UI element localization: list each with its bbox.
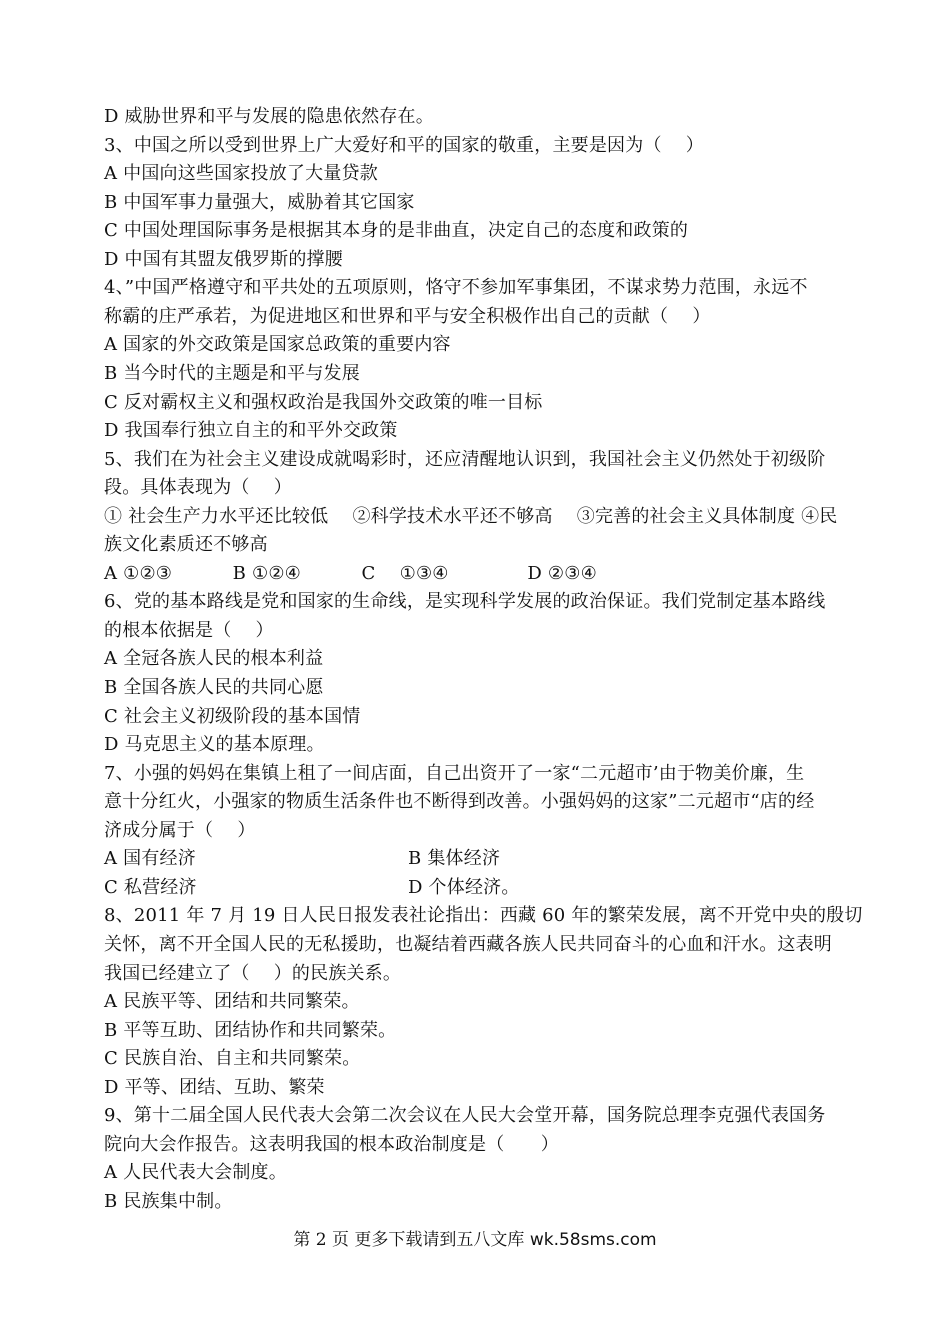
- option-right: B 集体经济: [408, 848, 501, 870]
- text-line: B 民族集中制。: [104, 1190, 233, 1212]
- text-line: D 我国奉行独立自主的和平外交政策: [104, 420, 398, 442]
- text-line: B 当今时代的主题是和平与发展: [104, 362, 360, 384]
- text-line: C 民族自治、自主和共同繁荣。: [104, 1048, 361, 1070]
- text-line: A 中国向这些国家投放了大量贷款: [104, 163, 378, 185]
- text-line: 3、中国之所以受到世界上广大爱好和平的国家的敬重，主要是因为（ ）: [104, 134, 704, 156]
- text-line: 的根本依据是（ ）: [104, 619, 274, 641]
- text-line: 称霸的庄严承若，为促进地区和世界和平与安全积极作出自己的贡献（ ）: [104, 305, 711, 327]
- text-line: 意十分红火，小强家的物质生活条件也不断得到改善。小强妈妈的这家”二元超市“店的经: [104, 791, 815, 813]
- text-line: 济成分属于（ ）: [104, 819, 256, 841]
- option-row: [104, 847, 501, 871]
- text-line: 9、第十二届全国人民代表大会第二次会议在人民大会堂开幕，国务院总理李克强代表国务: [104, 1105, 826, 1127]
- text-line: 院向大会作报告。这表明我国的根本政治制度是（ ）: [104, 1133, 559, 1155]
- text-line: ① 社会生产力水平还比较低 ②科学技术水平还不够高 ③完善的社会主义具体制度 ④民: [104, 505, 838, 527]
- text-line: C 中国处理国际事务是根据其本身的是非曲直，决定自己的态度和政策的: [104, 220, 689, 242]
- text-line: 段。具体表现为（ ）: [104, 477, 292, 499]
- option-left: C 私营经济: [104, 876, 197, 898]
- text-line: B 中国军事力量强大，威胁着其它国家: [104, 191, 415, 213]
- text-line: A 国家的外交政策是国家总政策的重要内容: [104, 334, 451, 356]
- page-footer: [0, 1228, 950, 1252]
- option-row: [104, 876, 520, 900]
- footer-page-text: 第 2 页 更多下载请到五八文库: [293, 1230, 530, 1250]
- text-line: 4、”中国严格遵守和平共处的五项原则，恪守不参加军事集团，不谋求势力范围，永远不: [104, 277, 808, 299]
- text-line: 8、2011 年 7 月 19 日人民日报发表社论指出：西藏 60 年的繁荣发展，离不开党中央的殷切: [104, 905, 863, 927]
- text-line: 我国已经建立了（ ）的民族关系。: [104, 962, 402, 984]
- text-line: 7、小强的妈妈在集镇上租了一间店面，自己出资开了一家“二元超市’由于物美价廉，生: [104, 762, 805, 784]
- text-line: 族文化素质还不够高: [104, 534, 268, 556]
- text-line: 6、党的基本路线是党和国家的生命线，是实现科学发展的政治保证。我们党制定基本路线: [104, 591, 826, 613]
- text-line: B 全国各族人民的共同心愿: [104, 677, 324, 698]
- text-line: D 中国有其盟友俄罗斯的撑腰: [104, 248, 343, 270]
- text-line: C 反对霸权主义和强权政治是我国外交政策的唯一目标: [104, 391, 543, 413]
- option-left: A 国有经济: [104, 848, 196, 870]
- text-line: D 威胁世界和平与发展的隐患依然存在。: [104, 106, 434, 127]
- option-right: D 个体经济。: [408, 876, 520, 898]
- footer-domain-link[interactable]: wk.58sms.com: [529, 1230, 657, 1250]
- text-line: D 马克思主义的基本原理。: [104, 734, 325, 756]
- text-line: A 民族平等、团结和共同繁荣。: [104, 991, 360, 1013]
- text-line: A 全冠各族人民的根本利益: [104, 648, 324, 670]
- text-line: 关怀，离不开全国人民的无私援助，也凝结着西藏各族人民共同奋斗的心血和汗水。这表明: [104, 933, 832, 955]
- text-line: A ①②③ B ①②④ C ①③④ D ②③④: [104, 562, 597, 584]
- text-line: D 平等、团结、互助、繁荣: [104, 1076, 325, 1098]
- text-line: B 平等互助、团结协作和共同繁荣。: [104, 1019, 397, 1041]
- text-line: 5、我们在为社会主义建设成就喝彩时，还应清醒地认识到，我国社会主义仍然处于初级阶: [104, 448, 826, 470]
- text-line: C 社会主义初级阶段的基本国情: [104, 705, 361, 727]
- text-line: A 人民代表大会制度。: [104, 1162, 287, 1184]
